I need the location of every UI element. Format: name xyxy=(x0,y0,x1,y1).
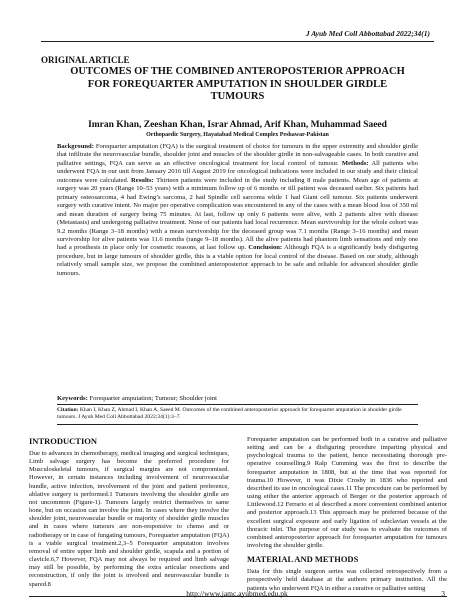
citation-label: Citation: xyxy=(57,407,79,413)
citation-top-rule xyxy=(57,404,418,405)
affiliation: Orthopaedic Surgery, Hayatabad Medical Complex Peshawar-Pakistan xyxy=(146,132,329,138)
methods-text: All patients who underwent FQA in our unit from January 2016 till August 2019 for oncological indications were included in our study and their clinical outcomes were calculated. xyxy=(57,159,418,184)
keywords xyxy=(57,395,418,402)
title-line: FOR FOREQUARTER AMPUTATION IN SHOULDER GIRDLE xyxy=(87,78,388,90)
introduction-text: Due to advances in chemotherapy, medical imaging and surgical techniques, Limb salvage surgery has become the preferred procedure for Musculoskeletal tumours, if surgical margins are not compromised. However, in certain instances including involvement of neurovascular bundle, active infection, involvement of the joint and patient preference, ablative surgery is performed.1 Tumours involving the shoulder girdle are not uncommon (Figure-1). Tumours largely restrict themselves to same bone, but on occasion can involve the joint. In cases where they involve the shoulder joint, neurovascular bundle or majority of shoulder girdle muscles and in cases where tumours are non-responsive to chemo and or radiotherapy or in case of fungating tumours, Forequarter amputation (FQA) is a viable surgical treatment.2,3–5 Forequarter amputation involves removal of entire upper limb and shoulder girdle, scapula and a portion of clavicle.6,7 However, FQA may not always be required and limb salvage may still be possible, by performing the extra articular resections and reconstruction, if only the joint is involved and neurovascular bundle is spared.8 xyxy=(29,450,229,588)
results-label: Results: xyxy=(131,176,154,184)
conclusion-text: Although FQA is a significantly body disfiguring procedure, but in large tumours of shoulder girdle, this is a viable option for local control of the disease. Based on our study, although relatively small sample size, we propose the combined anteroposterior approach to be safe and reliable for advanced shoulder girdle tumours. xyxy=(57,244,419,277)
citation-bottom-rule xyxy=(57,424,418,425)
authors: Imran Khan, Zeeshan Khan, Israr Ahmad, Arif Khan, Muhammad Saeed xyxy=(88,120,387,130)
header-rule xyxy=(41,41,434,42)
left-column xyxy=(29,436,229,589)
introduction-heading: INTRODUCTION xyxy=(29,436,98,446)
introduction-continued-text: Forequarter amputation can be performed both in a curative and palliative setting and can be a disfiguring procedure imparting physical and psychological trauma to the patient, hence necessitating thorough pre-operative counselling.9 Ralp Cumming was the first to describe the forequarter amputation in 1808, but at the time that was reported for trauma.10 However, it was Dixie Crosby in 1836 who reported and described its use in oncological cases.11 The procedure can be performed by using either the anterior approach of Berger or the posterior approach of Littlewood.12 Ferrario et al described a more convenient combined anterior and posterior approach.13 This approach may be preferred because of the excellent surgical exposure and early ligation of subclavian vessels at the thoracic inlet. The purpose of our study was to evaluate the outcomes of combined anteroposterior approach for forequarter amputation for tumours involving the shoulder girdle. xyxy=(247,436,447,550)
page-number: 3 xyxy=(441,589,445,598)
background-text: Forequarter amputation (FQA) is the surgical treatment of choice for tumours in the upper extremity and shoulder girdle that infiltrate the neurovascular bundle, shoulder joint and muscles of the shoulder girdle in non-salvageable cases. In both curative and palliative settings, FQA can serve as an effective oncological treatment for local control of tumour. xyxy=(57,143,418,167)
conclusion-label: Conclusion: xyxy=(248,244,283,252)
background-label: Background: xyxy=(57,143,94,150)
article-type: ORIGINAL ARTICLE xyxy=(41,55,130,65)
keywords-label: Keywords: xyxy=(57,395,88,402)
results-text: Thirteen patients were included in the study including 8 male patients. Mean age of patients at surgery was 20 years (Range 10–53 years) with a minimum follow up of 6 months or till patient was deceased earlier. Six patients had primary osteosarcoma, 4 had Ewing’s sarcoma, 2 had Spindle cell sarcoma while 1 had Giant cell tumour. Six patients underwent surgery with curative intent. No major per operative complication was encountered in any of the cases with a mean blood loss of 350 ml and mean duration of surgery being 75 minutes. At last, follow up only 6 patients were alive, with 2 patients alive with disease (Metastasis) and undergoing palliative treatment. None of our patients had local recurrence. Mean survivorship for the whole cohort was 9.2 months (Range 3–18 months) with a mean survivorship for the deceased group was 7.1 months (Range 3–16 months) and mean survivorship for alive patients was 11.6 months (range 9–18 months). All the alive patients had phantom limb sensations and only one had a prosthesis in place only for cosmetic reasons, at last follow up. xyxy=(57,176,419,252)
methods-label: Methods: xyxy=(341,159,369,167)
title-line: TUMOURS xyxy=(210,91,265,103)
citation-text: Khan I, Khan Z, Ahmad I, Khan A, Saeed M. Outcomes of the combined anteroposterior approach for forequarter amputation in shoulder girdle tumours. J Ayub Med Coll Abbottabad 2022;34(1):3–7. xyxy=(57,407,402,420)
title-line: OUTCOMES OF THE COMBINED ANTEROPOSTERIOR APPROACH xyxy=(70,66,405,77)
methods-body-text: Data for this single surgeon series was collected retrospectively from a prospectively held database at the authors primary institution. All the patients who underwent FQA in either a curative or palliative setting xyxy=(247,568,447,592)
abstract xyxy=(57,143,418,278)
footer-url[interactable]: http://www.jamc.ayubmed.edu.pk xyxy=(186,589,288,598)
citation xyxy=(57,407,418,421)
journal-header: J Ayub Med Coll Abbottabad 2022;34(1) xyxy=(305,29,430,38)
methods-heading: MATERIAL AND METHODS xyxy=(247,554,359,565)
article-title xyxy=(41,66,434,104)
keywords-text: Forequarter amputation; Tumour; Shoulder joint xyxy=(87,395,217,402)
right-column xyxy=(247,436,447,593)
